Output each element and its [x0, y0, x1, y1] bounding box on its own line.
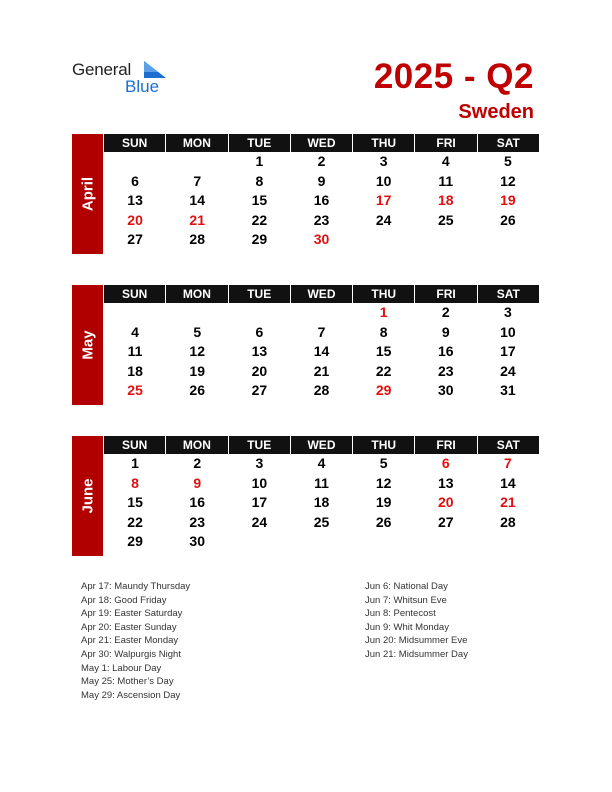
holiday-note: Apr 19: Easter Saturday	[81, 608, 183, 620]
month-tab	[72, 436, 103, 556]
day-cell: 21	[189, 211, 205, 228]
day-cell	[166, 303, 228, 323]
day-cell: 1	[379, 304, 388, 320]
day-cell: 27	[127, 231, 143, 247]
day-cell	[290, 303, 352, 323]
day-cell: 4	[131, 323, 139, 340]
weekday-label: TUE	[229, 436, 290, 454]
week-row	[104, 191, 539, 211]
holiday-note: Apr 20: Easter Sunday	[81, 621, 177, 633]
weekday-label: MON	[166, 285, 227, 303]
day-cell: 18	[127, 362, 143, 379]
day-cell: 29	[375, 382, 392, 398]
day-cell: 7	[193, 172, 202, 189]
day-cell	[415, 230, 477, 250]
weekday-label: SUN	[104, 436, 165, 454]
day-cell: 5	[504, 153, 512, 169]
flag-icon	[144, 61, 166, 78]
weekday-header	[104, 285, 539, 303]
week-row	[104, 303, 539, 323]
day-cell: 8	[255, 172, 264, 189]
day-cell: 11	[438, 172, 454, 189]
day-cell: 20	[127, 211, 143, 228]
holiday-note: Apr 30: Walpurgis Night	[81, 648, 181, 660]
day-cell: 8	[379, 323, 388, 340]
day-cell	[353, 230, 415, 250]
day-cell: 25	[127, 382, 143, 398]
week-row	[104, 381, 539, 401]
day-cell: 8	[131, 474, 139, 491]
day-cell: 24	[251, 513, 268, 530]
day-cell	[104, 152, 166, 172]
weekday-label: WED	[291, 285, 352, 303]
day-cell: 9	[317, 172, 326, 189]
day-cell: 29	[251, 231, 268, 247]
day-cell: 14	[189, 192, 205, 208]
day-cell: 13	[437, 474, 454, 491]
day-cell: 23	[189, 513, 205, 530]
day-cell: 4	[441, 153, 450, 169]
day-cell: 27	[251, 382, 268, 398]
day-cell: 20	[251, 362, 268, 379]
day-cell: 21	[500, 494, 516, 510]
brand-line2: Blue	[125, 77, 160, 96]
month-name: June	[79, 478, 96, 514]
day-cell: 28	[189, 231, 205, 247]
holiday-note: May 1: Labour Day	[81, 662, 162, 674]
month-name: April	[79, 176, 96, 212]
weekday-label: MON	[166, 134, 227, 152]
weekday-label: MON	[166, 436, 227, 454]
day-cell: 10	[500, 323, 516, 340]
weekday-label: THU	[353, 134, 414, 152]
day-cell: 16	[189, 494, 205, 510]
week-row	[104, 172, 539, 192]
day-cell: 12	[189, 343, 205, 359]
day-cell: 17	[375, 192, 392, 208]
day-cell	[415, 532, 477, 552]
day-cell: 16	[437, 343, 454, 359]
day-cell: 4	[317, 455, 326, 471]
holiday-note: Jun 21: Midsummer Day	[365, 648, 468, 660]
holiday-note: Jun 7: Whitsun Eve	[365, 594, 447, 606]
week-row	[104, 454, 539, 474]
day-grid	[104, 152, 539, 250]
week-row	[104, 362, 539, 382]
day-cell: 20	[437, 494, 454, 510]
weekday-label: TUE	[229, 285, 290, 303]
day-cell	[353, 532, 415, 552]
weekday-label: FRI	[415, 285, 476, 303]
day-cell: 14	[500, 474, 516, 491]
week-row	[104, 493, 539, 513]
week-row	[104, 323, 539, 343]
day-cell: 28	[313, 382, 330, 398]
day-cell: 15	[375, 343, 392, 359]
holiday-note: Apr 18: Good Friday	[81, 594, 167, 606]
day-cell: 9	[193, 474, 202, 491]
holiday-note: Apr 17: Maundy Thursday	[81, 581, 191, 592]
day-cell: 19	[189, 362, 205, 379]
holiday-note: May 25: Mother’s Day	[81, 676, 174, 688]
day-cell	[166, 152, 228, 172]
day-cell: 2	[193, 455, 202, 471]
day-cell: 30	[437, 382, 454, 398]
month-name: May	[79, 330, 96, 360]
day-cell: 3	[255, 455, 264, 471]
day-cell: 3	[504, 304, 512, 320]
week-row	[104, 474, 539, 494]
weekday-label: SUN	[104, 285, 165, 303]
day-cell: 19	[500, 192, 516, 208]
week-row	[104, 152, 539, 172]
weekday-label: THU	[353, 285, 414, 303]
day-cell: 13	[251, 343, 268, 359]
day-cell	[477, 230, 539, 250]
day-cell: 24	[375, 211, 392, 228]
holiday-note: May 29: Ascension Day	[81, 689, 181, 701]
day-cell: 26	[189, 382, 205, 398]
day-cell	[477, 532, 539, 552]
day-cell: 23	[437, 362, 454, 379]
brand-logo	[72, 60, 172, 96]
day-cell: 22	[375, 362, 392, 379]
holiday-list-right	[365, 580, 468, 662]
day-cell	[228, 532, 290, 552]
day-cell: 22	[251, 211, 268, 228]
weekday-label: SAT	[478, 134, 539, 152]
day-cell: 15	[251, 192, 268, 208]
day-cell: 17	[251, 494, 268, 510]
day-cell: 16	[313, 192, 330, 208]
day-cell: 12	[500, 172, 516, 189]
day-cell: 25	[313, 513, 330, 530]
day-cell: 1	[131, 455, 139, 471]
day-cell: 11	[314, 474, 329, 491]
day-cell: 9	[441, 323, 450, 340]
day-cell: 22	[127, 513, 143, 530]
day-cell: 14	[313, 343, 330, 359]
holiday-note: Jun 6: National Day	[365, 581, 448, 592]
weekday-header	[104, 436, 539, 454]
day-cell: 10	[375, 172, 392, 189]
day-cell: 10	[251, 474, 268, 491]
day-cell: 6	[441, 455, 450, 471]
weekday-label: FRI	[415, 134, 476, 152]
day-cell: 28	[500, 513, 516, 530]
weekday-label: FRI	[415, 436, 476, 454]
brand-line1: General	[72, 60, 132, 79]
weekday-label: THU	[353, 436, 414, 454]
day-cell: 27	[437, 513, 454, 530]
day-cell: 18	[313, 494, 330, 510]
day-grid	[104, 454, 539, 552]
holiday-note: Jun 8: Pentecost	[365, 608, 436, 620]
week-row	[104, 532, 539, 552]
day-cell: 5	[193, 323, 202, 340]
day-cell: 7	[317, 323, 326, 340]
day-cell: 5	[379, 455, 388, 471]
holiday-note: Jun 20: Midsummer Eve	[365, 635, 468, 647]
day-cell: 6	[255, 323, 264, 340]
week-row	[104, 211, 539, 231]
day-cell: 29	[127, 533, 143, 549]
holiday-note: Apr 21: Easter Monday	[81, 635, 179, 647]
weekday-label: TUE	[229, 134, 290, 152]
weekday-label: SAT	[478, 436, 539, 454]
day-cell: 13	[127, 192, 143, 208]
weekday-label: SAT	[478, 285, 539, 303]
day-cell: 25	[437, 211, 454, 228]
day-cell	[290, 532, 352, 552]
day-cell: 18	[437, 192, 454, 208]
weekday-label: WED	[291, 134, 352, 152]
week-row	[104, 230, 539, 250]
day-cell: 3	[379, 153, 388, 169]
day-cell: 26	[375, 513, 392, 530]
day-cell: 15	[127, 494, 143, 510]
day-cell: 12	[375, 474, 392, 491]
day-cell: 6	[131, 172, 139, 189]
week-row	[104, 342, 539, 362]
weekday-header	[104, 134, 539, 152]
day-cell: 24	[500, 362, 516, 379]
week-row	[104, 513, 539, 533]
month-tab	[72, 134, 103, 254]
month-tab	[72, 285, 103, 405]
day-grid	[104, 303, 539, 401]
day-cell: 7	[504, 455, 512, 471]
day-cell: 31	[500, 382, 516, 398]
day-cell: 30	[313, 231, 330, 247]
page-title: 2025 - Q2	[373, 57, 534, 96]
day-cell: 19	[375, 494, 392, 510]
day-cell: 23	[313, 211, 330, 228]
holiday-note: Jun 9: Whit Monday	[365, 621, 449, 633]
day-cell: 11	[127, 343, 143, 359]
day-cell: 21	[313, 362, 330, 379]
weekday-label: WED	[291, 436, 352, 454]
day-cell: 30	[189, 533, 205, 549]
day-cell: 1	[255, 153, 264, 169]
day-cell: 2	[317, 153, 326, 169]
day-cell	[228, 303, 290, 323]
day-cell	[104, 303, 166, 323]
day-cell: 26	[500, 211, 516, 228]
day-cell: 17	[500, 343, 516, 359]
country-name: Sweden	[458, 101, 534, 123]
holiday-list-left	[81, 580, 190, 702]
weekday-label: SUN	[104, 134, 165, 152]
day-cell: 2	[441, 304, 450, 320]
